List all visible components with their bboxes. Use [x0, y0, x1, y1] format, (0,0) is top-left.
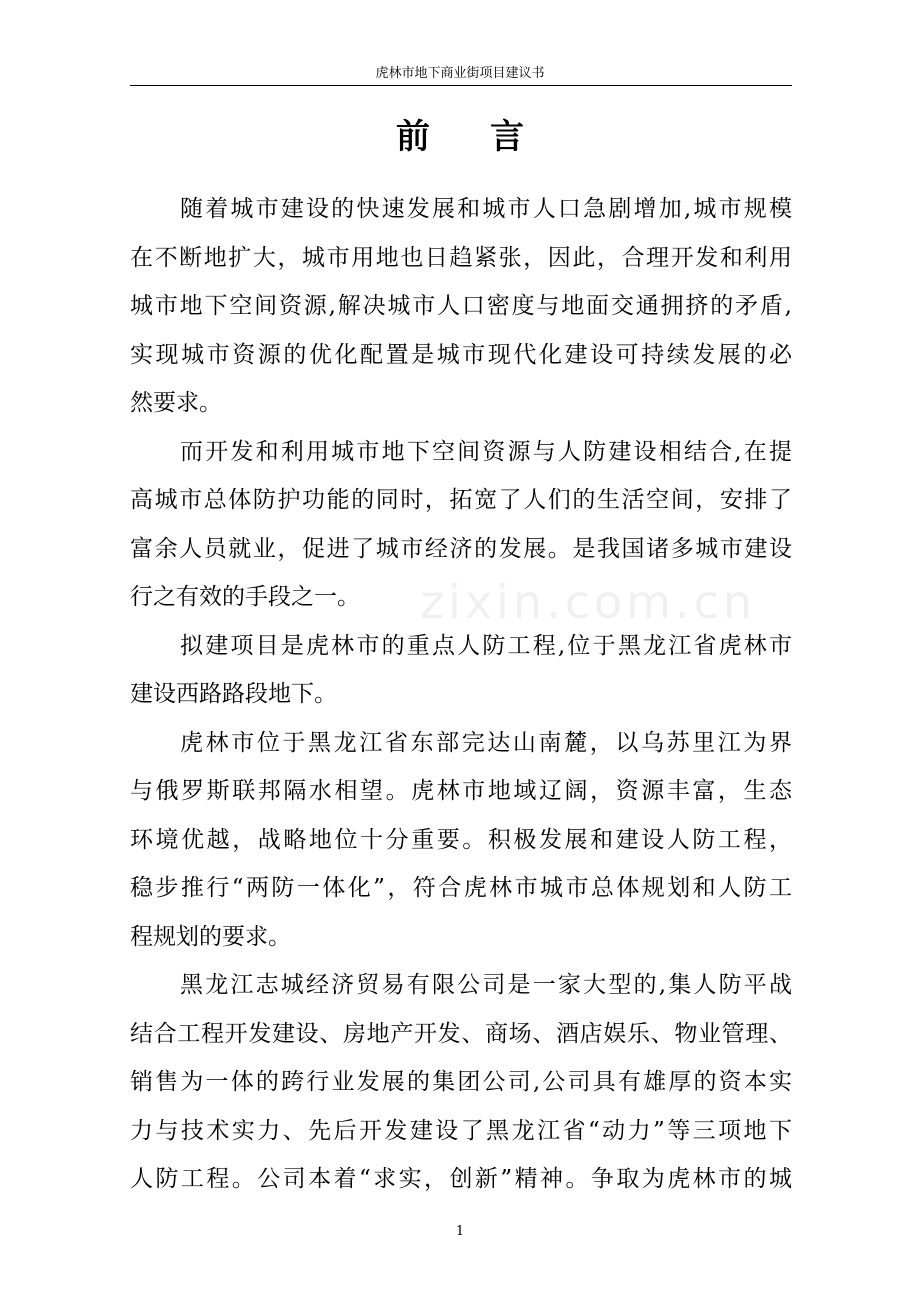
text-line: 与俄罗斯联邦隔水相望。虎林市地域辽阔，资源丰富，生态	[130, 778, 792, 804]
text-line: 随着城市建设的快速发展和城市人口急剧增加,城市规模	[180, 196, 792, 222]
text-line: 稳步推行“两防一体化”，符合虎林市城市总体规划和人防工	[130, 875, 792, 901]
text-line: 行之有效的手段之一。	[130, 584, 360, 610]
text-line: 在不断地扩大，城市用地也日趋紧张，因此，合理开发和利用	[130, 244, 792, 271]
header-divider	[130, 85, 792, 86]
text-line: 力与技术实力、先后开发建设了黑龙江省“动力”等三项地下	[130, 1117, 792, 1144]
text-line: 人防工程。公司本着“求实，创新”精神。争取为虎林市的城	[130, 1166, 792, 1192]
text-line: 拟建项目是虎林市的重点人防工程,位于黑龙江省虎林市	[180, 632, 792, 659]
text-line: 而开发和利用城市地下空间资源与人防建设相结合,在提	[180, 438, 792, 465]
running-header: 虎林市地下商业街项目建议书	[375, 66, 545, 81]
text-line: 城市地下空间资源,解决城市人口密度与地面交通拥挤的矛盾,	[130, 293, 792, 319]
text-line: 实现城市资源的优化配置是城市现代化建设可持续发展的必	[130, 341, 792, 368]
text-line: 程规划的要求。	[130, 923, 291, 950]
text-line: 建设西路路段地下。	[130, 681, 337, 707]
page-title: 前言	[396, 117, 584, 157]
text-line: 虎林市位于黑龙江省东部完达山南麓，以乌苏里江为界	[180, 729, 792, 756]
text-line: 黑龙江志城经济贸易有限公司是一家大型的,集人防平战	[180, 972, 792, 998]
text-line: 环境优越，战略地位十分重要。积极发展和建设人防工程，	[130, 826, 792, 853]
text-line: 富余人员就业，促进了城市经济的发展。是我国诸多城市建设	[130, 535, 792, 562]
page-number: 1	[455, 1224, 465, 1239]
text-line: 然要求。	[130, 390, 222, 416]
text-line: 销售为一体的跨行业发展的集团公司,公司具有雄厚的资本实	[130, 1069, 792, 1095]
document-body	[130, 185, 792, 1204]
text-line: 高城市总体防护功能的同时，拓宽了人们的生活空间，安排了	[130, 487, 792, 513]
watermark: zixin.com.cn	[420, 575, 757, 629]
text-line: 结合工程开发建设、房地产开发、商场、酒店娱乐、物业管理、	[130, 1020, 792, 1047]
